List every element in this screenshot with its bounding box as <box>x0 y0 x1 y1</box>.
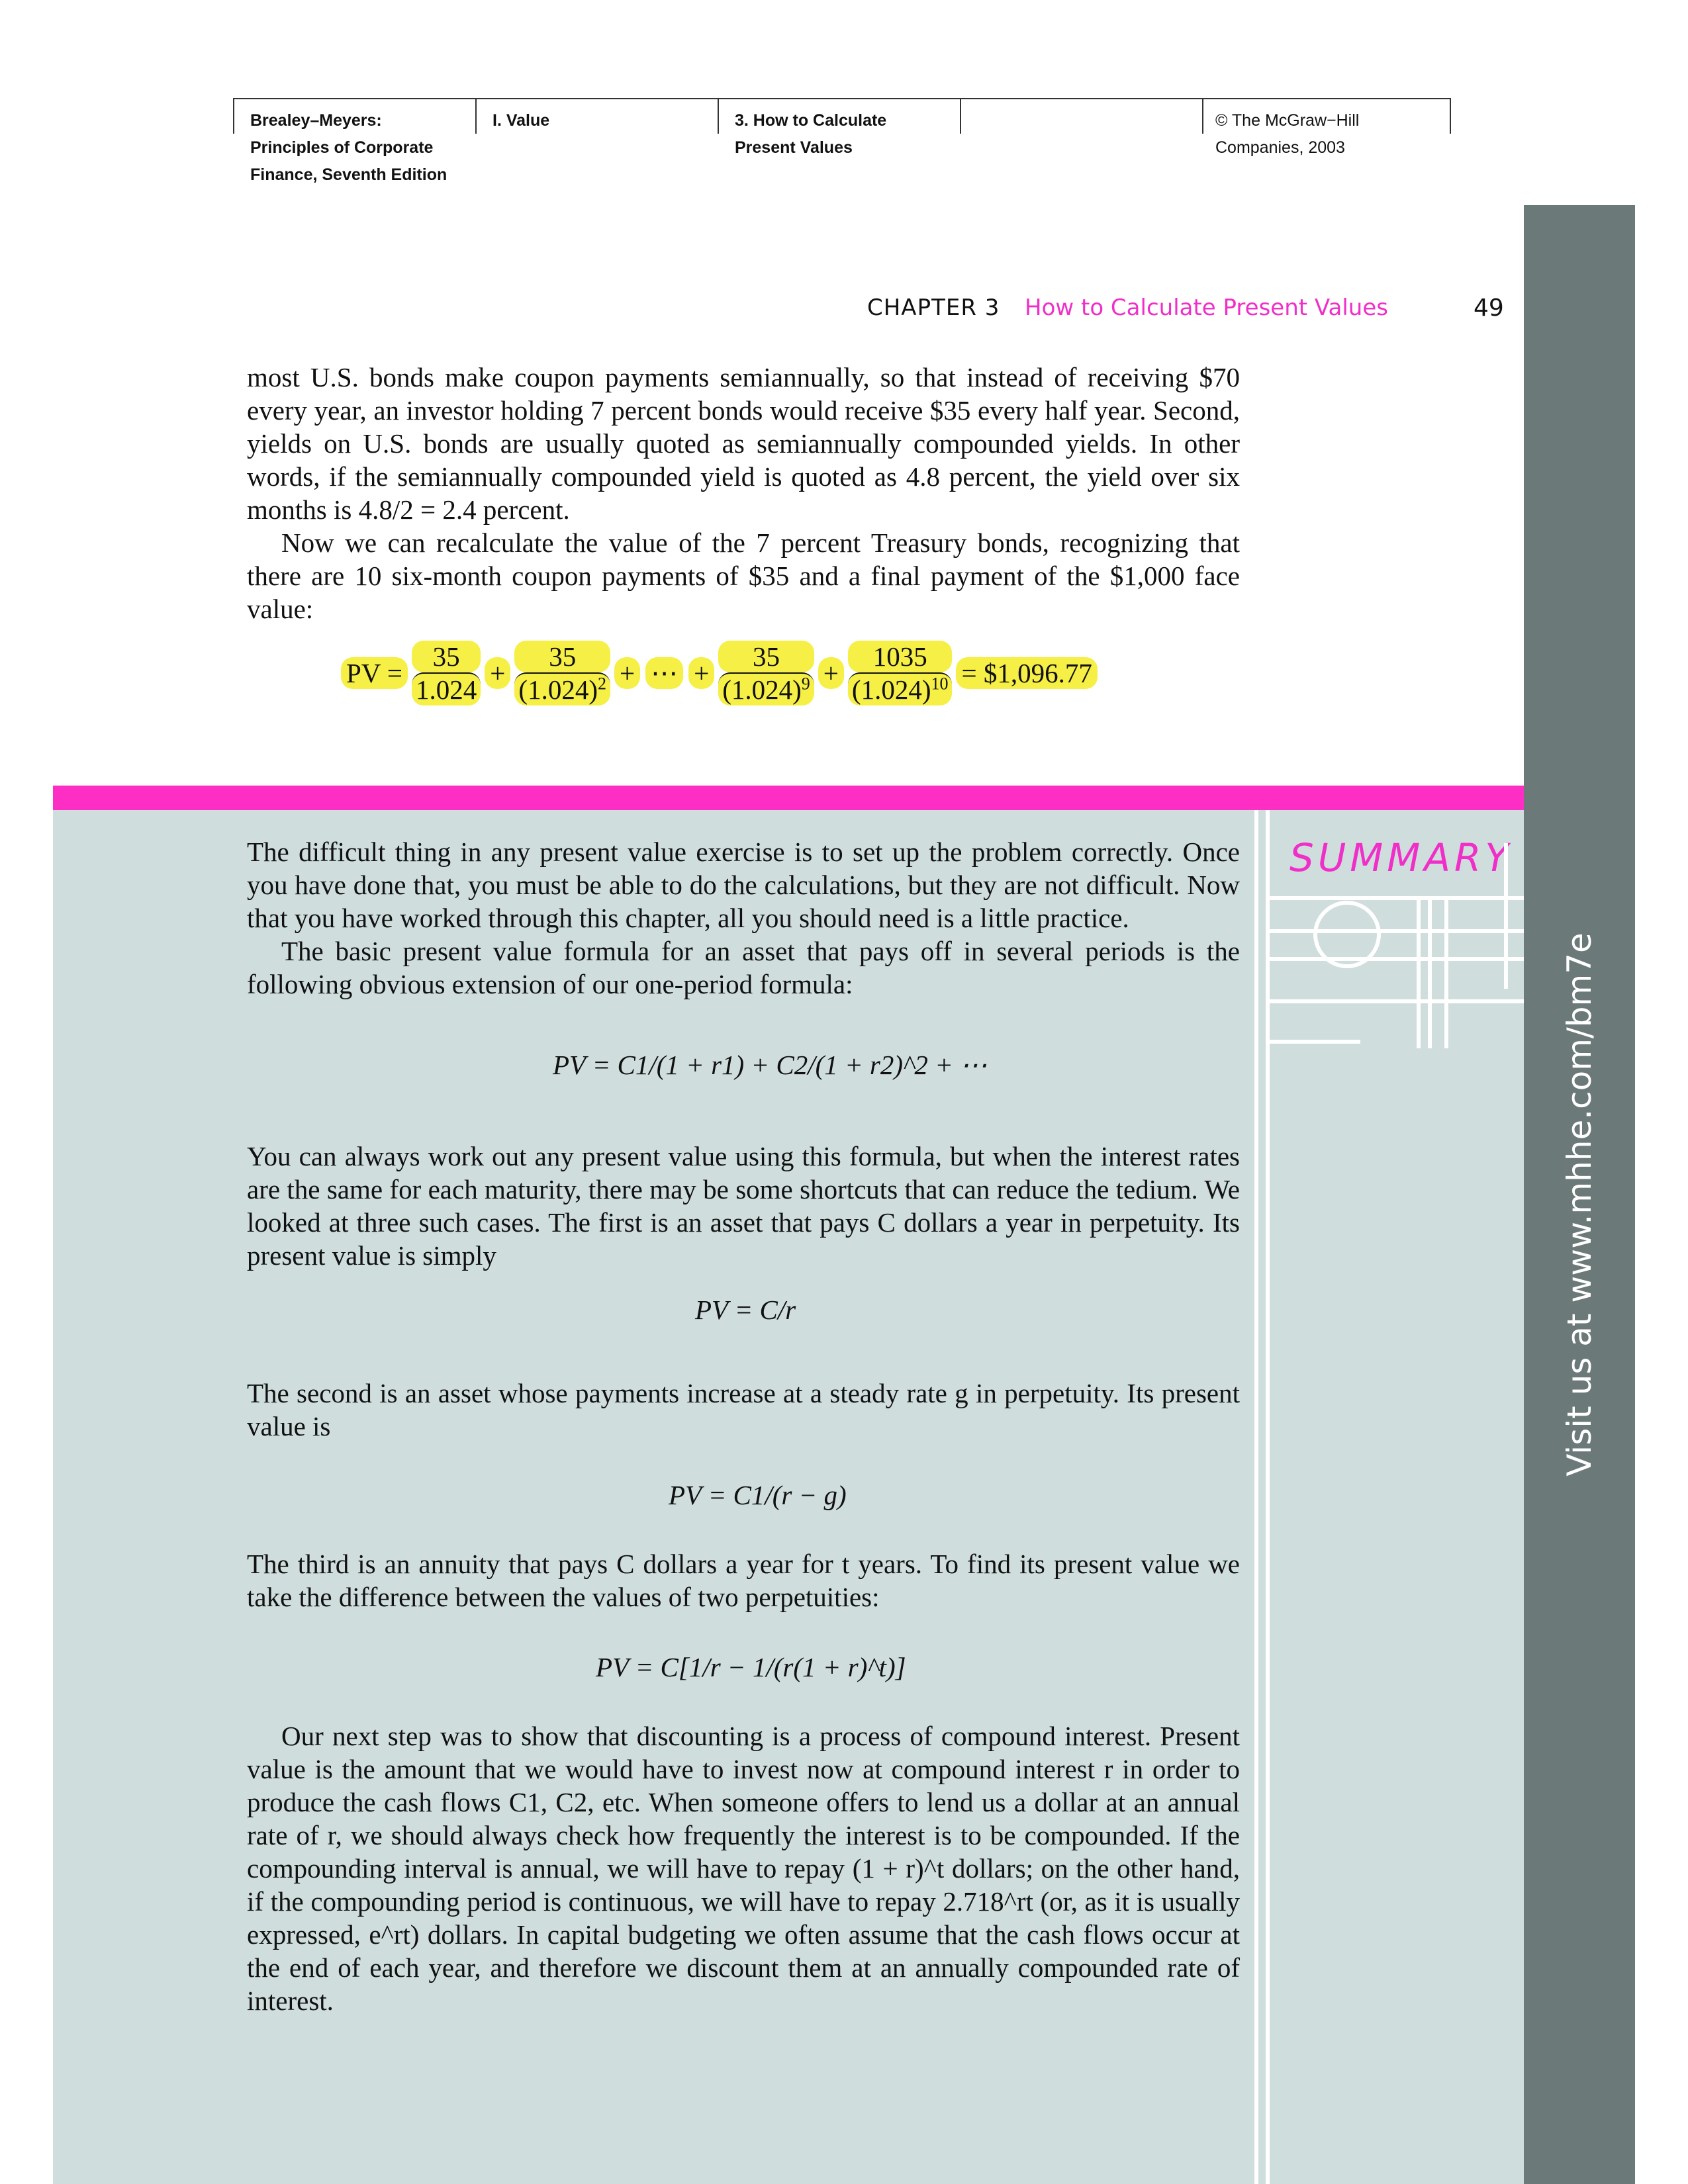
section-divider-bar <box>53 786 1524 810</box>
summary-text <box>247 835 1240 1001</box>
summary-paragraph-4-block <box>247 1377 1240 1443</box>
header-chapter-line2: Present Values <box>735 138 853 157</box>
summary-heading: SUMMARY <box>1289 835 1513 880</box>
header-chapter-line1: 3. How to Calculate <box>735 111 887 130</box>
bond-term-2-base: (1.024) <box>518 674 598 705</box>
header-col-1 <box>233 99 234 134</box>
summary-ornament <box>1254 810 1524 2184</box>
paragraph-recalculate: Now we can recalculate the value of the 7 percent Treasury bonds, recognizing that there are 10 six-month coupon payments of $35 and a final payment of the $1,000 face value: <box>247 527 1240 624</box>
header-col-3 <box>718 99 719 134</box>
bond-pv-result: = $1,096.77 <box>956 657 1097 689</box>
header-book-line3: Finance, Seventh Edition <box>250 165 447 184</box>
summary-paragraph-5: The third is an annuity that pays C dollars a year for t years. To find its present value we take the difference between the values of two perpetuities: <box>247 1549 1240 1612</box>
visit-website-link[interactable]: Visit us at www.mhhe.com/bm7e <box>1560 933 1599 1477</box>
ellipsis: ⋯ <box>645 657 683 689</box>
header-copyright-line1: © The McGraw−Hill <box>1215 111 1360 130</box>
bond-term-3 <box>718 641 814 705</box>
bond-term-4-num: 1035 <box>848 641 953 672</box>
summary-paragraph-3-block <box>247 1140 1240 1272</box>
header-copyright-line2: Companies, 2003 <box>1215 138 1345 157</box>
body-text-top <box>247 361 1240 625</box>
header-part: I. Value <box>492 111 550 130</box>
plus-sign: + <box>688 657 714 689</box>
summary-paragraph-5-block <box>247 1547 1240 1614</box>
header-col-2 <box>475 99 477 134</box>
summary-paragraph-1: The difficult thing in any present value exercise is to set up the problem correctly. Once you have done that, you must be able to do the calculations, but they are not difficult. Now that you have worked through this chapter, all you should need is a little practice. <box>247 837 1240 933</box>
bond-term-2-den <box>514 672 610 705</box>
summary-paragraph-6: Our next step was to show that discounting is a process of compound interest. Present value is the amount that we would have to invest now at compound interest r in order to produce the cash flows C1, C2, etc. When someone offers to lend us a dollar at an annual rate of r, we should always check how frequently the interest is to be compounded. If the compounding interval is annual, we will have to repay (1 + r)^t dollars; on the other hand, if the compounding period is continuous, we will have to repay 2.718^rt (or, as it is usually expressed, e^rt) dollars. In capital budgeting we often assume that the cash flows occur at the end of each year, and therefore we discount them at an annually compounded rate of interest. <box>247 1721 1240 2016</box>
plus-sign: + <box>614 657 640 689</box>
bond-term-2-exp: 2 <box>597 674 606 694</box>
bond-term-2-num: 35 <box>514 641 610 672</box>
plus-sign: + <box>818 657 844 689</box>
formula-pv-general <box>553 1049 987 1081</box>
formula-pv-growing: PV = C1/(r − g) <box>669 1480 847 1510</box>
header-book-line1: Brealey–Meyers: <box>250 111 382 130</box>
bond-term-4-den <box>848 672 953 705</box>
bond-term-3-base: (1.024) <box>722 674 802 705</box>
summary-paragraph-3: You can always work out any present value using this formula, but when the interest rates are the same for each maturity, there may be some shortcuts that can reduce the tedium. We looked at three such cases. The first is an asset that pays C dollars a year in perpetuity. Its present value is simply <box>247 1141 1240 1271</box>
bond-pv-formula <box>341 641 1098 705</box>
header-col-5 <box>1202 99 1203 134</box>
bond-term-1-num: 35 <box>412 641 481 672</box>
formula-pv-perpetuity: PV = C/r <box>695 1295 796 1325</box>
bond-term-1 <box>412 641 481 705</box>
bond-term-4-base: (1.024) <box>851 674 931 705</box>
summary-paragraph-2: The basic present value formula for an asset that pays off in several periods is the following obvious extension of our one-period formula: <box>247 936 1240 999</box>
paragraph-bonds: most U.S. bonds make coupon payments semiannually, so that instead of receiving $70 every year, an investor holding 7 percent bonds would receive $35 every half year. Second, yields on U.S. bonds are usually quoted as semiannually compounded yields. In other words, if the semiannually compounded yield is quoted as 4.8 percent, the yield over six months is 4.8/2 = 2.4 percent. <box>247 362 1240 525</box>
bond-term-4 <box>848 641 953 705</box>
header-book-line2: Principles of Corporate <box>250 138 434 157</box>
header-col-4 <box>960 99 961 134</box>
bond-term-3-den <box>718 672 814 705</box>
bond-term-3-num: 35 <box>718 641 814 672</box>
bond-term-3-exp: 9 <box>801 674 810 694</box>
header-col-end <box>1450 99 1451 134</box>
formula-pv-general-text: PV = C1/(1 + r1) + C2/(1 + r2)^2 + ⋯ <box>553 1050 987 1080</box>
bond-term-2 <box>514 641 610 705</box>
formula-pv-annuity: PV = C[1/r − 1/(r(1 + r)^t)] <box>596 1652 906 1682</box>
page-number: 49 <box>1474 295 1504 322</box>
bond-term-4-exp: 10 <box>931 674 949 694</box>
plus-sign: + <box>485 657 510 689</box>
chapter-label: CHAPTER 3 <box>867 295 1000 321</box>
bond-term-1-den: 1.024 <box>412 672 481 705</box>
bond-pv-lhs: PV = <box>341 657 408 689</box>
summary-paragraph-4: The second is an asset whose payments increase at a steady rate g in perpetuity. Its present value is <box>247 1378 1240 1441</box>
summary-paragraph-6-block <box>247 1719 1240 2017</box>
chapter-title: How to Calculate Present Values <box>1025 295 1388 321</box>
